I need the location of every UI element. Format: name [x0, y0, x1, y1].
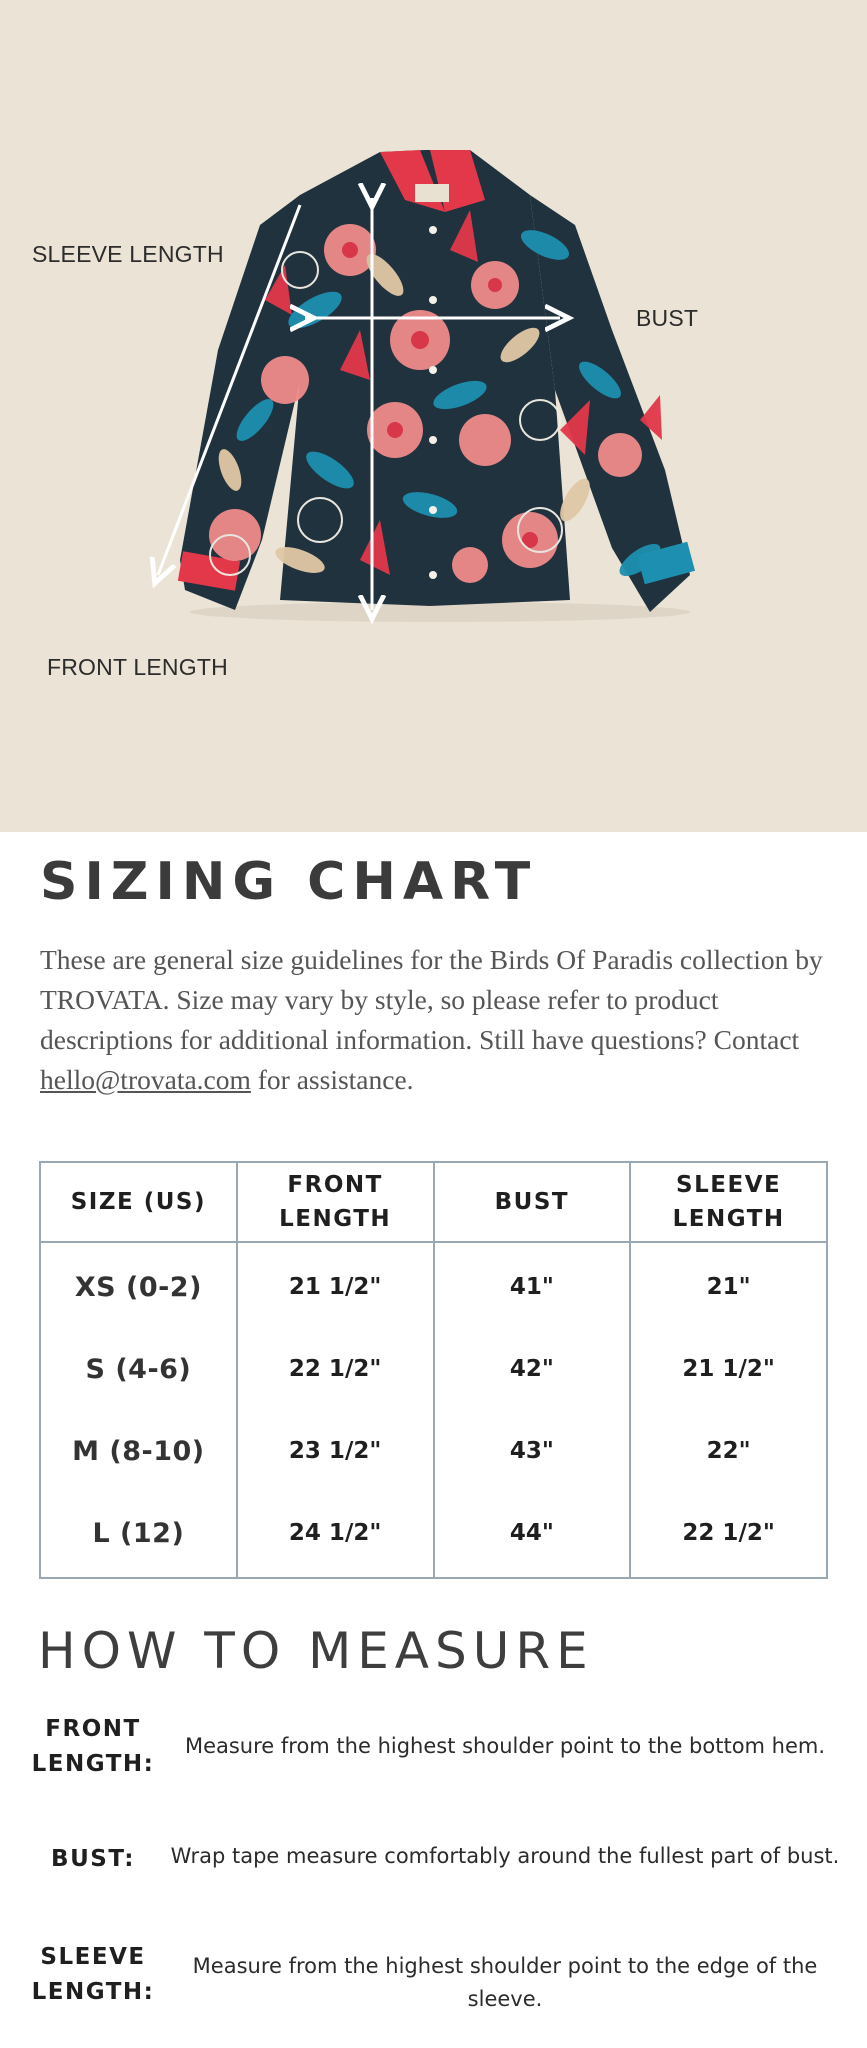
front-length-label: FRONT LENGTH	[47, 654, 228, 680]
sizing-intro-text	[40, 940, 840, 1100]
sleeve-length-cell: 21 1/2"	[630, 1328, 827, 1410]
table-row	[40, 1242, 827, 1328]
bust-cell: 41"	[434, 1242, 631, 1328]
front-length-cell: 23 1/2"	[237, 1410, 434, 1492]
front-length-cell: 22 1/2"	[237, 1328, 434, 1410]
bust-cell: 43"	[434, 1410, 631, 1492]
table-header-row	[40, 1162, 827, 1242]
intro-text-before-link: These are general size guidelines for the Birds Of Paradis collection by TROVATA. Size may vary by style, so please refer to product descriptions for additional information. Still have questions? Contact	[40, 944, 823, 1055]
bust-cell: 44"	[434, 1492, 631, 1578]
front-length-cell: 21 1/2"	[237, 1242, 434, 1328]
how-to-measure-title: HOW TO MEASURE	[38, 1622, 594, 1680]
sleeve-length-cell: 21"	[630, 1242, 827, 1328]
measure-text-front-length: Measure from the highest shoulder point to the bottom hem.	[184, 1734, 826, 1758]
table-row	[40, 1492, 827, 1578]
sleeve-length-cell: 22 1/2"	[630, 1492, 827, 1578]
measure-label-sleeve-length: SLEEVE LENGTH:	[31, 1944, 155, 2005]
measure-label-bust: BUST:	[51, 1846, 135, 1872]
shirt-illustration	[0, 0, 867, 832]
sleeve-length-cell: 22"	[630, 1410, 827, 1492]
bust-cell: 42"	[434, 1328, 631, 1410]
size-cell: S (4-6)	[40, 1328, 237, 1410]
size-cell: XS (0-2)	[40, 1242, 237, 1328]
measure-text-bust: Wrap tape measure comfortably around the fullest part of bust.	[170, 1844, 840, 1868]
product-image-area	[0, 0, 867, 832]
sizing-chart-title: SIZING CHART	[40, 852, 538, 912]
table-row	[40, 1328, 827, 1410]
header-sleeve-length: SLEEVE LENGTH	[630, 1162, 827, 1242]
table-row	[40, 1410, 827, 1492]
header-bust: BUST	[434, 1162, 631, 1242]
size-cell: L (12)	[40, 1492, 237, 1578]
bust-label: BUST	[636, 305, 699, 331]
header-size: SIZE (US)	[40, 1162, 237, 1242]
measure-label-front-length: FRONT LENGTH:	[31, 1716, 155, 1777]
front-length-cell: 24 1/2"	[237, 1492, 434, 1578]
intro-text-after-link: for assistance.	[250, 1064, 414, 1095]
size-table	[39, 1161, 828, 1579]
sleeve-length-label: SLEEVE LENGTH	[32, 241, 224, 267]
header-front-length: FRONT LENGTH	[237, 1162, 434, 1242]
size-cell: M (8-10)	[40, 1410, 237, 1492]
contact-email-link[interactable]: hello@trovata.com	[40, 1064, 251, 1095]
measure-text-sleeve-length: Measure from the highest shoulder point to the edge of the sleeve.	[192, 1954, 818, 2011]
